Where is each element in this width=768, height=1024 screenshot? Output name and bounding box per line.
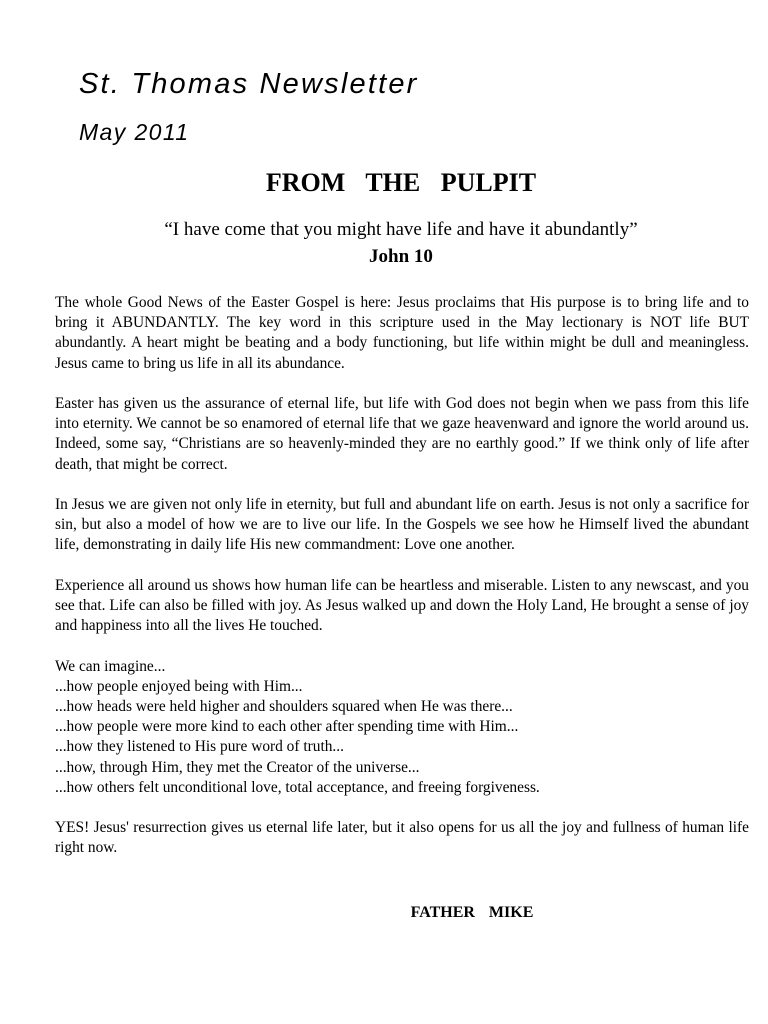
signature: FATHER MIKE	[410, 904, 534, 921]
imagine-line: ...how heads were held higher and shoulders squared when He was there...	[55, 698, 513, 715]
article-paragraph: Easter has given us the assurance of eternal life, but life with God does not begin when we pass from this life into eternity. We cannot be so enamored of eternal life that we gaze heavenward and ignore the world around us. Indeed, some say, “Christians are so heavenly-minded they are no earthly good.” If we think only of life after death, that might be correct.	[55, 395, 749, 473]
article-paragraph: In Jesus we are given not only life in eternity, but full and abundant life on earth. Jesus is not only a sacrifice for sin, but also a model of how we are to live our life. In the Gospels we see how he Himself lived the abundant life, demonstrating in daily life His new commandment: Love one another.	[55, 496, 749, 554]
closing-paragraph: YES! Jesus' resurrection gives us eternal life later, but it also opens for us all the joy and fullness of human life right now.	[55, 819, 749, 857]
imagine-line: ...how people enjoyed being with Him...	[55, 677, 303, 695]
newsletter-title: St. Thomas Newsletter	[79, 68, 419, 100]
scripture-reference: John 10	[369, 246, 433, 267]
article-body	[55, 293, 749, 879]
imagine-intro: We can imagine...	[55, 657, 166, 675]
article-paragraph: Experience all around us shows how human life can be heartless and miserable. Listen to any newscast, and you see that. Life can also be filled with joy. As Jesus walked up and down the Holy Land, He brought a sense of joy and happiness into all the lives He touched.	[55, 576, 749, 635]
imagine-line: ...how, through Him, they met the Creator of the universe...	[55, 758, 420, 776]
scripture-quote: “I have come that you might have life and have it abundantly”	[164, 219, 638, 240]
section-heading: FROM THE PULPIT	[265, 168, 537, 197]
newsletter-date: May 2011	[79, 119, 190, 145]
imagine-line: ...how others felt unconditional love, total acceptance, and freeing forgiveness.	[55, 778, 540, 796]
imagine-list	[55, 657, 749, 798]
article-paragraph: The whole Good News of the Easter Gospel is here: Jesus proclaims that His purpose is to bring life and to bring it ABUNDANTLY. The key word in this scripture used in the May lectionary is NOT life BUT abundantly. A heart might be beating and a body functioning, but life within might be dull and meaningless. Jesus came to bring us life in all its abundance.	[55, 294, 749, 372]
imagine-line: ...how people were more kind to each other after spending time with Him...	[55, 718, 519, 736]
imagine-line: ...how they listened to His pure word of truth...	[55, 738, 344, 756]
